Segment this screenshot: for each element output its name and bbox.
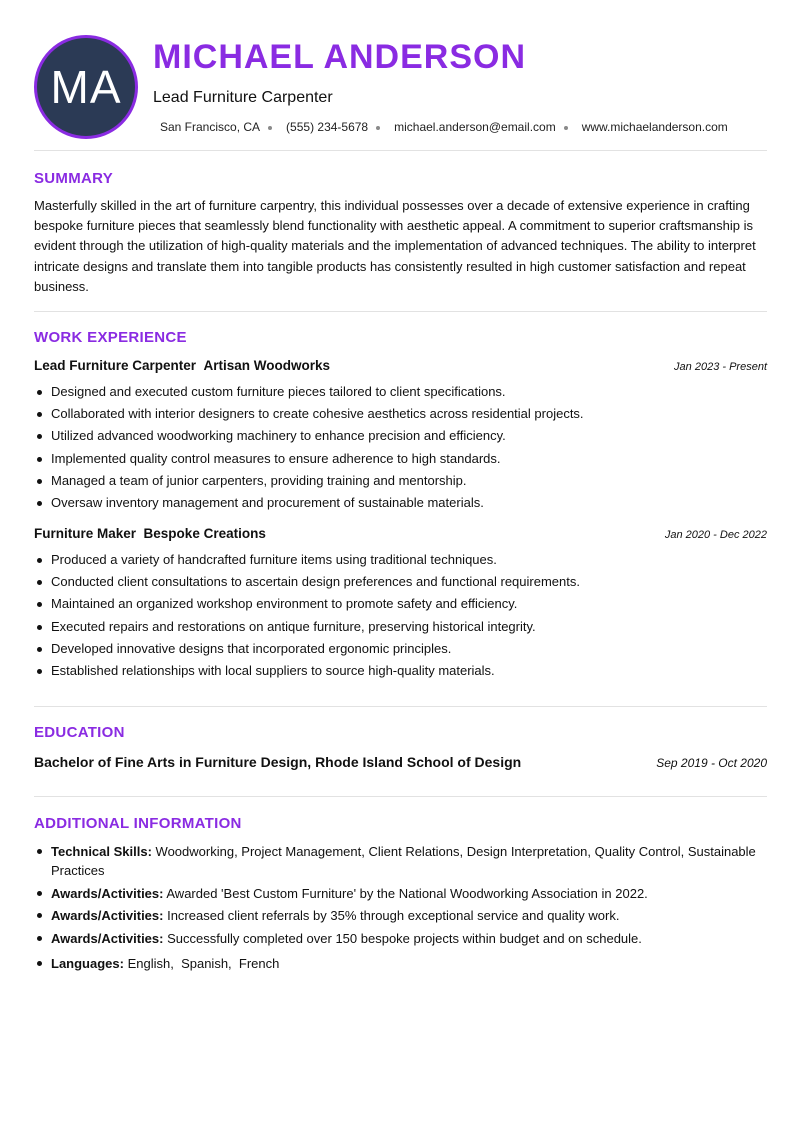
list-item: [34, 842, 774, 880]
contact-website[interactable]: www.michaelanderson.com: [581, 120, 728, 134]
separator-dot: [268, 126, 272, 130]
list-item: Collaborated with interior designers to create cohesive aesthetics across residential projects.: [34, 403, 774, 425]
contact-location: San Francisco, CA: [160, 120, 261, 134]
job-company: Bespoke Creations: [143, 526, 266, 541]
work-experience-heading: WORK EXPERIENCE: [34, 329, 187, 346]
info-text: Increased client referrals by 35% through exceptional service and quality work.: [167, 908, 620, 923]
info-label: Awards/Activities:: [51, 930, 164, 946]
job-header: [34, 526, 767, 541]
avatar: [34, 35, 138, 139]
info-text: Successfully completed over 150 bespoke projects within budget and on schedule.: [167, 930, 642, 946]
contact-line: [160, 120, 728, 134]
job-header: [34, 358, 767, 373]
job-bullets: [34, 549, 774, 682]
candidate-name: MICHAEL ANDERSON: [153, 38, 527, 76]
info-label: Awards/Activities:: [51, 908, 164, 923]
education-dates: Sep 2019 - Oct 2020: [656, 756, 767, 770]
list-item: Developed innovative designs that incorporated ergonomic principles.: [34, 638, 774, 660]
list-item: [34, 906, 774, 925]
list-item: Utilized advanced woodworking machinery to enhance precision and efficiency.: [34, 425, 774, 447]
education-degree: Bachelor of Fine Arts in Furniture Design, Rhode Island School of Design: [34, 754, 522, 770]
info-label: Languages:: [51, 955, 124, 971]
divider: [34, 150, 767, 151]
job-role: [34, 526, 266, 541]
separator-dot: [564, 126, 568, 130]
list-item: Conducted client consultations to ascertain design preferences and functional requirements.: [34, 571, 774, 593]
list-item: [34, 884, 774, 903]
job-dates: Jan 2023 - Present: [674, 361, 767, 373]
list-item: Maintained an organized workshop environment to promote safety and efficiency.: [34, 593, 774, 615]
job-dates: Jan 2020 - Dec 2022: [664, 529, 767, 541]
education-entry: [34, 754, 767, 770]
education-heading: EDUCATION: [34, 724, 125, 741]
list-item: Oversaw inventory management and procurement of sustainable materials.: [34, 492, 774, 514]
candidate-title: Lead Furniture Carpenter: [153, 89, 333, 106]
divider: [34, 706, 767, 707]
list-item: Executed repairs and restorations on antique furniture, preserving historical integrity.: [34, 616, 774, 638]
info-text: Woodworking, Project Management, Client Relations, Design Interpretation, Quality Control, Sustainable Practices: [51, 844, 756, 878]
job-title: Furniture Maker: [34, 526, 137, 541]
list-item: Produced a variety of handcrafted furniture items using traditional techniques.: [34, 549, 774, 571]
separator-dot: [376, 126, 380, 130]
list-item: Implemented quality control measures to ensure adherence to high standards.: [34, 448, 774, 470]
job-bullets: [34, 381, 774, 514]
contact-phone: (555) 234-5678: [286, 120, 369, 134]
contact-email[interactable]: michael.anderson@email.com: [394, 120, 556, 134]
avatar-initials: MA: [50, 61, 122, 113]
additional-info-heading: ADDITIONAL INFORMATION: [34, 815, 242, 832]
info-label: Awards/Activities:: [51, 885, 164, 901]
list-item: [34, 954, 774, 973]
info-label: Technical Skills:: [51, 844, 152, 859]
info-text: English, Spanish, French: [127, 955, 280, 971]
list-item: Designed and executed custom furniture pieces tailored to client specifications.: [34, 381, 774, 403]
list-item: Managed a team of junior carpenters, providing training and mentorship.: [34, 470, 774, 492]
summary-heading: SUMMARY: [34, 170, 114, 187]
list-item: [34, 929, 774, 948]
job-role: [34, 358, 330, 373]
job-company: Artisan Woodworks: [203, 358, 331, 373]
additional-info-list: [34, 842, 774, 976]
summary-text: Masterfully skilled in the art of furniture carpentry, this individual possesses over a decade of extensive experience in crafting bespoke furniture pieces that seamlessly blend functionality with aesthetic appeal. A commitment to superior craftsmanship is evident through the utilization of high-quality materials and the implementation of advanced techniques. The ability to interpret intricate designs and translate them into tangible products has consistently resulted in high customer satisfaction and repeat business.: [34, 198, 756, 294]
info-text: Awarded 'Best Custom Furniture' by the National Woodworking Association in 2022.: [166, 885, 648, 901]
list-item: Established relationships with local suppliers to source high-quality materials.: [34, 660, 774, 682]
job-title: Lead Furniture Carpenter: [34, 358, 197, 373]
divider: [34, 311, 767, 312]
divider: [34, 796, 767, 797]
